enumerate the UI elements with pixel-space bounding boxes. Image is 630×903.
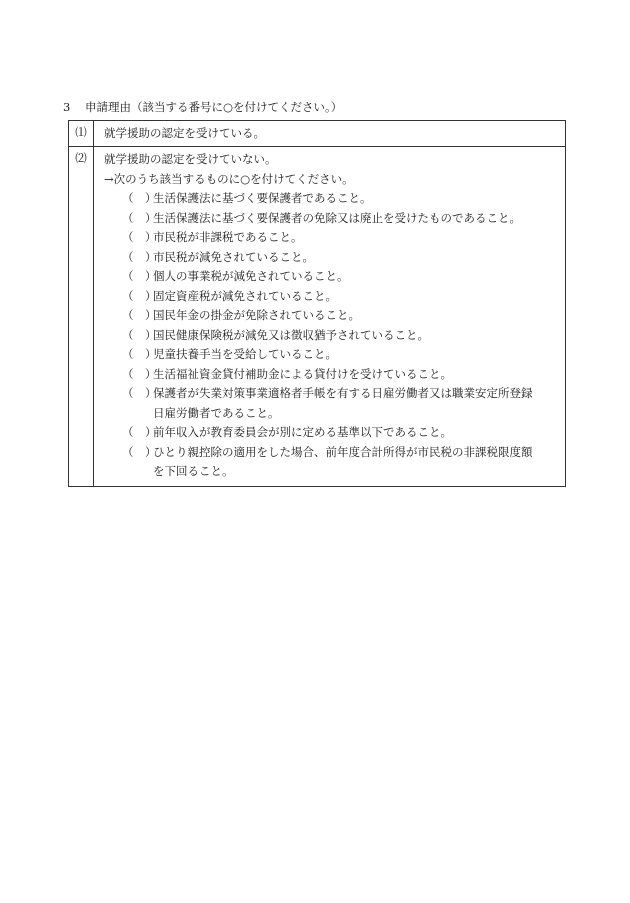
checkbox-parentheses[interactable]: （ ） [122, 269, 157, 283]
option-text: 市民税が減免されていること。 [153, 249, 314, 264]
checkbox-parentheses[interactable]: （ ） [122, 386, 157, 400]
option-item [104, 423, 565, 443]
option-item [104, 248, 565, 268]
checkbox-parentheses[interactable]: （ ） [122, 308, 157, 322]
reason-row [69, 121, 566, 147]
option-text: 固定資産税が減免されていること。 [153, 288, 337, 303]
option-text: 生活保護法に基づく要保護者の免除又は廃止を受けたものであること。 [153, 210, 521, 225]
checkbox-parentheses[interactable]: （ ） [122, 366, 157, 381]
option-item [104, 189, 565, 209]
option-text: ひとり親控除の適用をした場合、前年度合計所得が市民税の非課税限度額 [153, 444, 533, 459]
option-text: 国民健康保険税が減免又は徴収猶予されていること。 [153, 327, 429, 342]
option-item [104, 287, 565, 307]
checkbox-parentheses[interactable]: （ ） [122, 347, 157, 361]
checkbox-parentheses[interactable]: （ ） [122, 425, 157, 439]
row-number: ⑴ [69, 121, 94, 147]
option-text-continuation: 日雇労働者であること。 [153, 405, 280, 420]
option-item [104, 326, 565, 346]
reason-text: 就学援助の認定を受けている。 [104, 126, 265, 140]
option-text: 生活福祉資金貸付補助金による貸付けを受けていること。 [153, 366, 452, 381]
row-number: ⑵ [69, 147, 94, 487]
option-text: 生活保護法に基づく要保護者であること。 [153, 191, 372, 205]
option-text-continuation: を下回ること。 [153, 464, 234, 478]
instruction-text: →次のうち該当するものに○を付けてください。 [104, 171, 354, 186]
checkbox-parentheses[interactable]: （ ） [122, 288, 157, 303]
option-item [104, 228, 565, 248]
option-text: 保護者が失業対策事業適格者手帳を有する日雇労働者又は職業安定所登録 [153, 386, 533, 400]
checkbox-parentheses[interactable]: （ ） [122, 444, 157, 459]
option-text: 児童扶養手当を受給していること。 [153, 347, 337, 361]
section-number: 3 [63, 100, 71, 114]
option-item [104, 306, 565, 326]
option-text: 個人の事業税が減免されていること。 [153, 269, 349, 283]
section-heading [63, 99, 342, 115]
option-item [104, 365, 565, 385]
option-list [104, 189, 565, 482]
option-item [104, 209, 565, 229]
checkbox-parentheses[interactable]: （ ） [122, 327, 157, 342]
option-item [104, 267, 565, 287]
option-item [104, 443, 565, 463]
checkbox-parentheses[interactable]: （ ） [122, 210, 157, 225]
option-item [104, 345, 565, 365]
reason-text: 就学援助の認定を受けていない。 [104, 152, 277, 166]
option-text: 市民税が非課税であること。 [153, 230, 303, 244]
section-title: 申請理由（該当する番号に○を付けてください。） [85, 100, 343, 114]
option-text: 国民年金の掛金が免除されていること。 [153, 308, 360, 322]
checkbox-parentheses[interactable]: （ ） [122, 249, 157, 264]
reason-row [69, 147, 566, 487]
checkbox-parentheses[interactable]: （ ） [122, 230, 157, 244]
option-text: 前年収入が教育委員会が別に定める基準以下であること。 [153, 425, 452, 439]
checkbox-parentheses[interactable]: （ ） [122, 191, 157, 205]
reason-table [68, 120, 566, 487]
option-item [104, 384, 565, 404]
